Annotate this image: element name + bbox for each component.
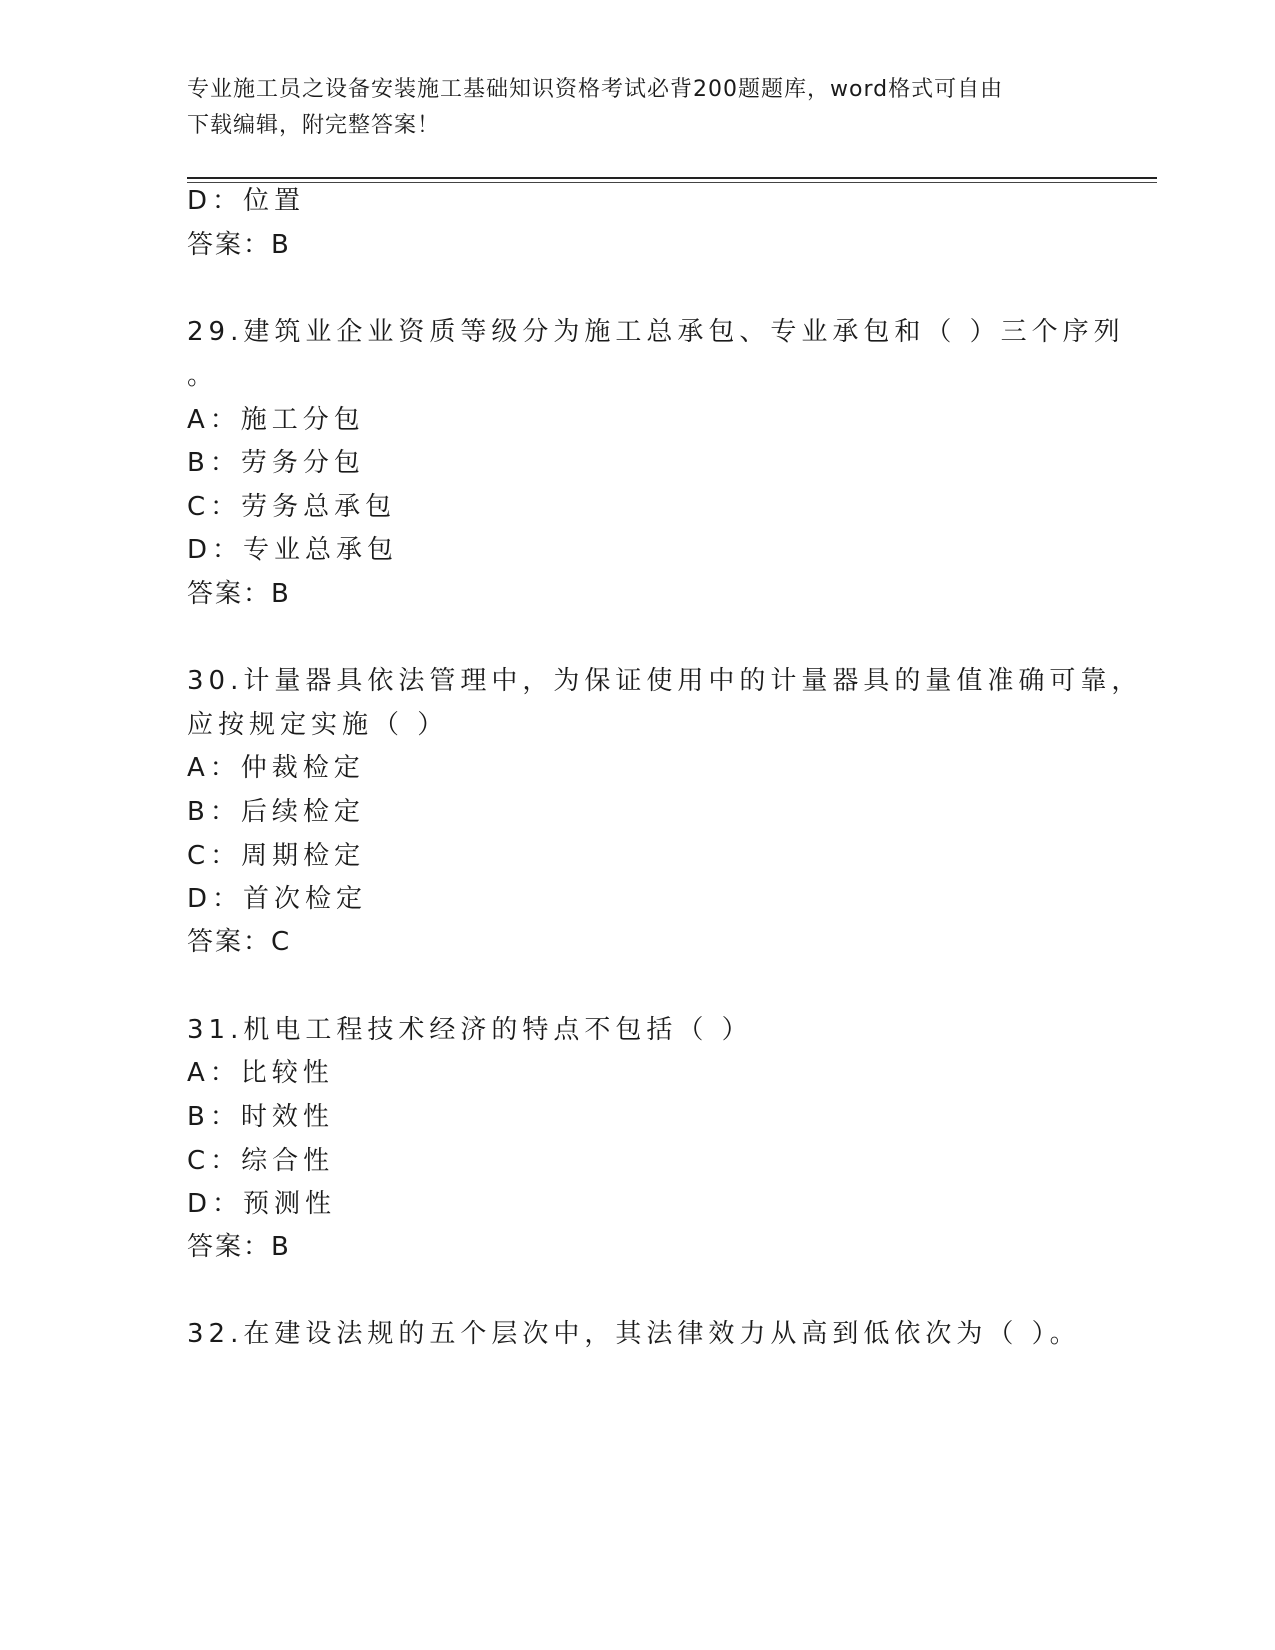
- header-divider-thick: [187, 177, 1157, 179]
- q29-answer: 答案：B: [187, 579, 291, 609]
- q30-stem-line-1: 30.计量器具依法管理中，为保证使用中的计量器具的量值准确可靠，: [187, 666, 1143, 696]
- q29-stem-line-1: 29.建筑业企业资质等级分为施工总承包、专业承包和（ ）三个序列: [187, 317, 1125, 347]
- q29-stem-line-2: 。: [187, 361, 219, 391]
- q29-option-d: D：专业总承包: [187, 535, 399, 565]
- document-header: [187, 72, 1067, 144]
- q29-option-c: C：劳务总承包: [187, 492, 397, 522]
- q31-option-b: B：时效性: [187, 1102, 334, 1132]
- q29-option-b: B：劳务分包: [187, 448, 365, 478]
- q30-option-a: A：仲裁检定: [187, 753, 365, 783]
- q32-stem-line-1: 32.在建设法规的五个层次中，其法律效力从高到低依次为（ ）。: [187, 1319, 1081, 1349]
- q31-stem-line-1: 31.机电工程技术经济的特点不包括（ ）: [187, 1015, 753, 1045]
- q30-option-c: C：周期检定: [187, 841, 366, 871]
- q31-option-a: A：比较性: [187, 1058, 334, 1088]
- q30-answer: 答案：C: [187, 927, 292, 957]
- q30-option-b: B：后续检定: [187, 797, 365, 827]
- q28-answer: 答案：B: [187, 230, 291, 260]
- q28-option-d: D：位置: [187, 186, 306, 216]
- q29-option-a: A：施工分包: [187, 405, 365, 435]
- q30-option-d: D：首次检定: [187, 884, 368, 914]
- header-title-line-1: 专业施工员之设备安装施工基础知识资格考试必背200题题库，word格式可自由: [187, 77, 1004, 102]
- q30-stem-line-2: 应按规定实施（ ）: [187, 710, 449, 740]
- q31-option-d: D：预测性: [187, 1189, 337, 1219]
- q31-answer: 答案：B: [187, 1232, 291, 1262]
- header-title-line-2: 下载编辑，附完整答案！: [187, 113, 441, 138]
- q31-option-c: C：综合性: [187, 1146, 335, 1176]
- header-divider-thin: [187, 182, 1157, 183]
